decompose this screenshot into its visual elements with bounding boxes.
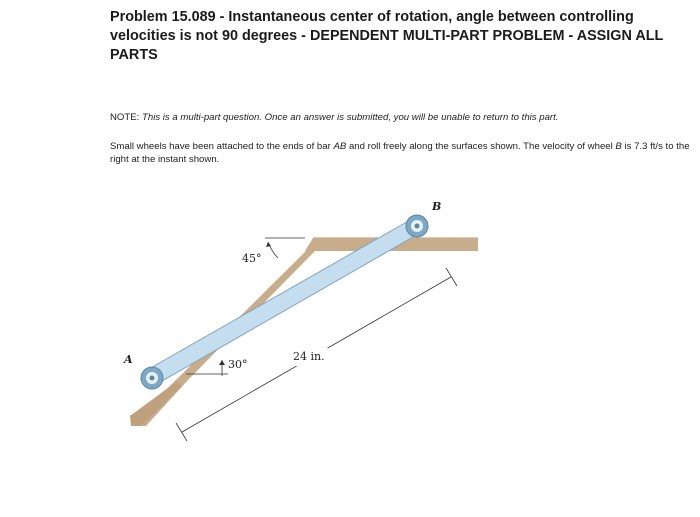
label-b: B (432, 200, 442, 213)
dimension-tick-a (176, 423, 187, 441)
dimension-tick-b (446, 268, 457, 286)
bar-name: AB (333, 141, 347, 152)
length-label: 24 in. (293, 350, 325, 363)
angle-label-30: 30° (228, 358, 248, 371)
angle-label-45: 45° (242, 252, 262, 265)
bar-ab (147, 219, 420, 385)
label-a: A (124, 353, 133, 366)
wheel-name: B (615, 141, 622, 152)
problem-text-1: Small wheels have been attached to the ends of bar (110, 141, 334, 152)
note-label: NOTE: (110, 112, 140, 123)
problem-text-3: is 7.3 ft/s to the right at the instant shown. (110, 141, 690, 165)
problem-title: Problem 15.089 - Instantaneous center of rotation, angle between controlling velocities is not 90 degrees - DEPENDENT MULTI-PART PROBLEM - ASSIGN ALL PARTS (110, 9, 664, 63)
ground-surface (130, 244, 478, 426)
problem-text-2: and roll freely along the surfaces shown. The velocity of wheel (346, 141, 616, 152)
note-text: This is a multi-part question. Once an answer is submitted, you will be unable to return to this part. (142, 112, 559, 123)
wheel-b (406, 215, 428, 237)
angle-arrow-30 (219, 360, 225, 365)
wheel-a (141, 367, 163, 389)
